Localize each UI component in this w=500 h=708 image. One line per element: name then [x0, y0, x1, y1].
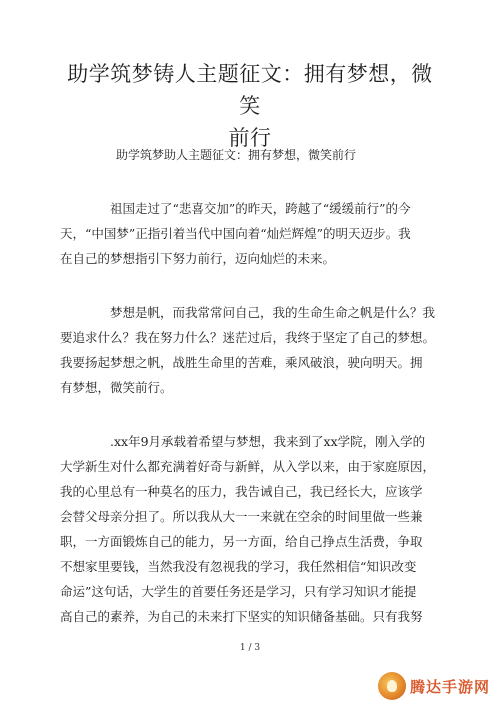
paragraph-line: 天，“中国梦”正指引着当代中国向着“灿烂辉煌”的明天迈步。我 [60, 226, 411, 241]
paragraph-1 [60, 196, 426, 271]
paragraph-3 [60, 429, 436, 629]
watermark-text: 腾达手游网 [409, 677, 490, 696]
paragraph-line: 高自己的素养，为自己的未来打下坚实的知识储备基础。只有我努 [60, 609, 423, 624]
title-line-2: 前行 [228, 126, 272, 150]
paragraph-line: 职，一方面锻炼自己的能力，另一方面，给自己挣点生活费，争取 [60, 534, 423, 549]
paragraph-line: 我的心里总有一种莫名的压力，我告诫自己，我已经长大，应该学 [60, 484, 423, 499]
paragraph-line: 大学新生对什么都充满着好奇与新鲜，从入学以来，由于家庭原因， [60, 459, 436, 474]
paragraph-line: 我要扬起梦想之帆，战胜生命里的苦难，乘风破浪，驶向明天。拥 [60, 355, 423, 370]
paragraph-line: 有梦想，微笑前行。 [60, 380, 173, 395]
paragraph-line: 要追求什么？我在努力什么？迷茫过后，我终于坚定了自己的梦想。 [60, 330, 436, 345]
paragraph-line: .xx年9月承载着希望与梦想，我来到了xx学院，刚入学的 [110, 434, 426, 449]
page-number: 1 / 3 [239, 643, 261, 653]
site-watermark [378, 672, 490, 700]
paragraph-line: 梦想是帆，而我常常问自己，我的生命生命之帆是什么？我 [110, 305, 436, 320]
paragraph-line: 会替父母亲分担了。所以我从大一一来就在空余的时间里做一些兼 [60, 509, 423, 524]
title-line-1: 助学筑梦铸人主题征文：拥有梦想，微笑 [67, 62, 433, 118]
paragraph-line: 不想家里要钱，当然我没有忽视我的学习，我任然相信“知识改变 [60, 559, 417, 574]
paragraph-line: 祖国走过了“悲喜交加”的昨天，跨越了“缓缓前行”的今 [110, 201, 411, 216]
game-logo-icon [378, 672, 406, 700]
document-title [60, 58, 440, 154]
paragraph-line: 在自己的梦想指引下努力前行，迈向灿烂的未来。 [60, 251, 336, 266]
paragraph-line: 命运”这句话，大学生的首要任务还是学习，只有学习知识才能提 [60, 584, 417, 599]
paragraph-2 [60, 300, 436, 400]
document-subtitle: 助学筑梦助人主题征文：拥有梦想，微笑前行 [116, 148, 357, 162]
